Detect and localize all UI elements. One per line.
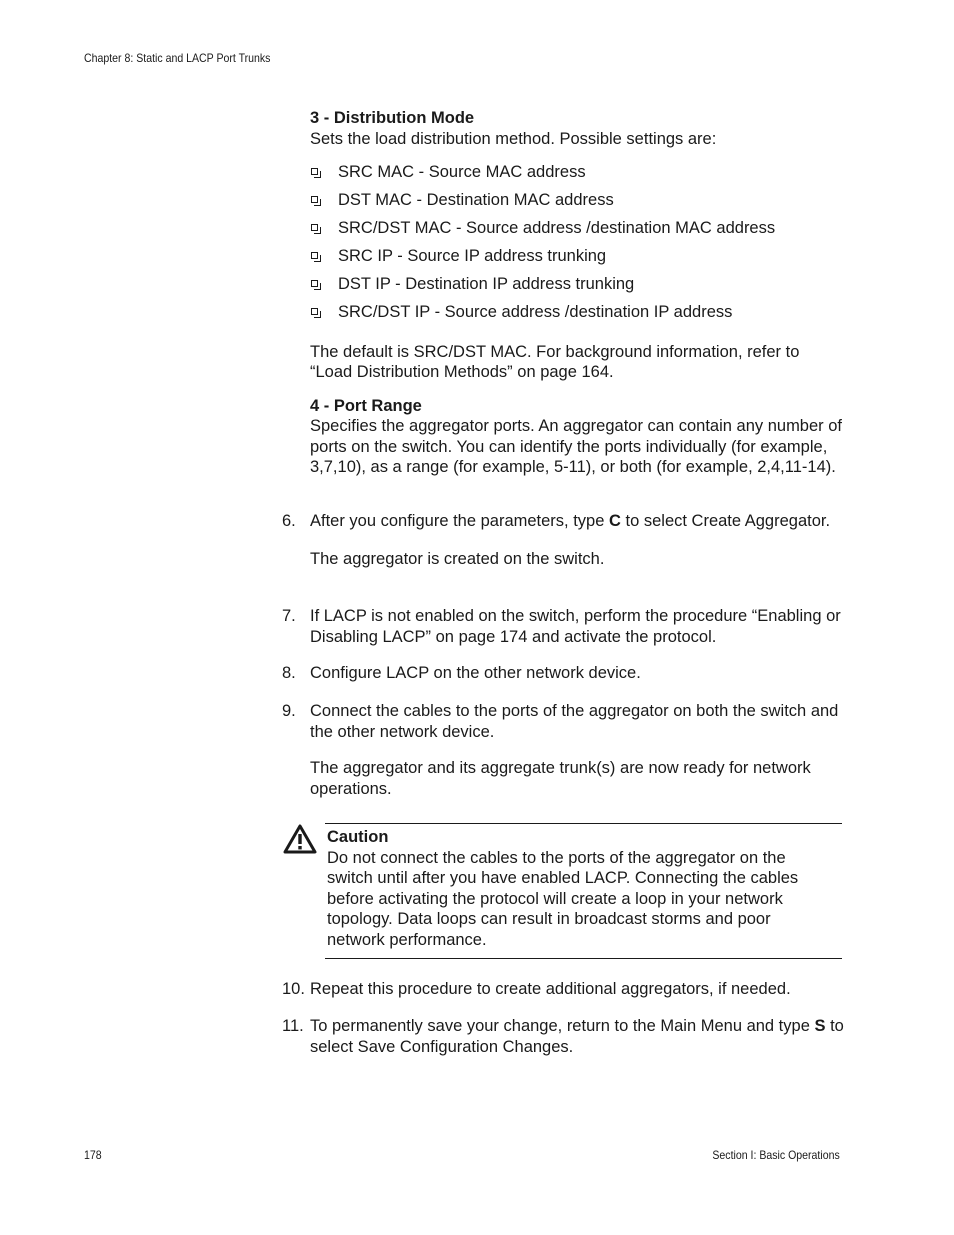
list-item: DST IP - Destination IP address trunking <box>310 274 845 295</box>
step-9: 9. Connect the cables to the ports of the aggregator on both the switch and the other network device. The aggregator and its aggregate trunk(s) are now ready for network operations. <box>282 701 847 799</box>
parameter-descriptions <box>310 108 845 478</box>
distribution-mode-intro: Sets the load distribution method. Possible settings are: <box>310 129 717 148</box>
caution-top-rule <box>325 823 842 824</box>
step-11: 11. To permanently save your change, return to the Main Menu and type S to select Save Configuration Changes. <box>282 1017 844 1056</box>
checkbox-bullet-icon <box>311 224 318 231</box>
caution-title: Caution <box>327 828 389 846</box>
step-8: 8. Configure LACP on the other network device. <box>282 664 641 682</box>
checkbox-bullet-icon <box>311 308 318 315</box>
port-range-text: Specifies the aggregator ports. An aggregator can contain any number of ports on the switch. You can identify the ports individually (for example, 3,7,10), as a range (for example, 5-11), or both (for example, 2,4,11-14). <box>310 417 843 476</box>
distribution-mode-heading: 3 - Distribution Mode <box>310 109 475 127</box>
running-header: Chapter 8: Static and LACP Port Trunks <box>84 51 271 65</box>
list-item: SRC/DST MAC - Source address /destination MAC address <box>310 218 845 239</box>
caution-content <box>327 827 827 950</box>
list-item: SRC/DST IP - Source address /destination IP address <box>310 302 845 323</box>
checkbox-bullet-icon <box>311 280 318 287</box>
section-footer: Section I: Basic Operations <box>712 1148 840 1162</box>
step-9-note: The aggregator and its aggregate trunk(s) are now ready for network operations. <box>310 759 811 798</box>
port-range-heading: 4 - Port Range <box>310 396 422 415</box>
distribution-options-list <box>310 162 845 323</box>
step-7: 7. If LACP is not enabled on the switch, perform the procedure “Enabling or Disabling LACP” on page 174 and activate the protocol. <box>282 607 841 646</box>
page-number: 178 <box>84 1148 102 1162</box>
caution-text: Do not connect the cables to the ports of the aggregator on the switch until after you have enabled LACP. Connecting the cables before activating the protocol will create a loop in your network topology. Data loops can result in broadcast storms and poor network performance. <box>327 848 799 949</box>
caution-box <box>283 823 842 959</box>
checkbox-bullet-icon <box>311 196 318 203</box>
warning-triangle-icon <box>283 824 317 854</box>
list-item: DST MAC - Destination MAC address <box>310 190 845 211</box>
list-item: SRC MAC - Source MAC address <box>310 162 845 183</box>
checkbox-bullet-icon <box>311 252 318 259</box>
caution-bottom-rule <box>325 958 842 959</box>
list-item: SRC IP - Source IP address trunking <box>310 246 845 267</box>
step-10: 10. Repeat this procedure to create additional aggregators, if needed. <box>282 980 791 998</box>
distribution-default-note: The default is SRC/DST MAC. For background information, refer to “Load Distribution Methods” on page 164. <box>310 342 800 381</box>
step-6: 6. After you configure the parameters, type C to select Create Aggregator. The aggregator is created on the switch. <box>282 511 847 569</box>
step-6-note: The aggregator is created on the switch. <box>310 549 605 568</box>
checkbox-bullet-icon <box>311 168 318 175</box>
